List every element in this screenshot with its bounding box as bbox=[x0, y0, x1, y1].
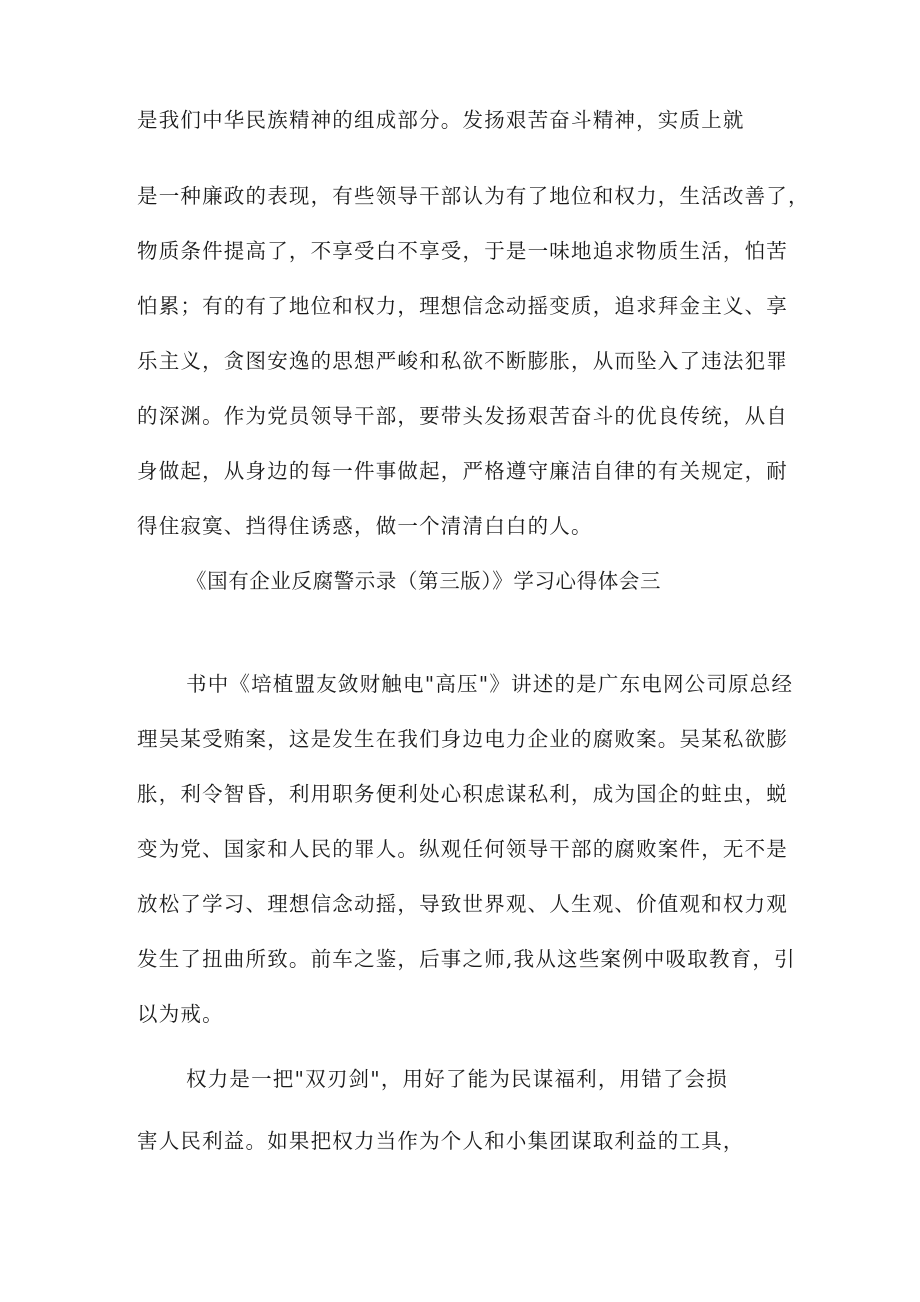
paragraph-2-line-5: 放松了学习、理想信念动摇，导致世界观、人生观、价值观和权力观 bbox=[137, 892, 788, 916]
paragraph-1-line-3: 物质条件提高了，不享受白不享受，于是一味地追求物质生活，怕苦 bbox=[137, 239, 788, 263]
paragraph-1-line-6: 的深渊。作为党员领导干部，要带头发扬艰苦奋斗的优良传统，从自 bbox=[137, 404, 788, 428]
paragraph-1-line-1: 是我们中华民族精神的组成部分。发扬艰苦奋斗精神，实质上就 bbox=[137, 108, 745, 132]
paragraph-1-line-5: 乐主义，贪图安逸的思想严峻和私欲不断膨胀，从而坠入了违法犯罪 bbox=[137, 349, 788, 373]
paragraph-1-line-7: 身做起，从身边的每一件事做起，严格遵守廉洁自律的有关规定，耐 bbox=[137, 459, 788, 483]
section-heading: 《国有企业反腐警示录（第三版）》学习心得体会三 bbox=[186, 569, 662, 593]
paragraph-2-line-6: 发生了扭曲所致。前车之鉴，后事之师,我从这些案例中吸取教育，引 bbox=[137, 947, 796, 971]
paragraph-2-line-7: 以为戒。 bbox=[137, 1002, 224, 1026]
paragraph-2-line-1: 书中《培植盟友敛财触电"高压"》讲述的是广东电网公司原总经 bbox=[186, 672, 794, 696]
paragraph-1-line-2: 是一种廉政的表现，有些领导干部认为有了地位和权力，生活改善了， bbox=[137, 184, 810, 208]
paragraph-1-line-4: 怕累；有的有了地位和权力，理想信念动摇变质，追求拜金主义、享 bbox=[137, 294, 788, 318]
paragraph-1-line-8: 得住寂寞、挡得住诱惑，做一个清清白白的人。 bbox=[137, 514, 593, 538]
paragraph-2-line-2: 理吴某受贿案，这是发生在我们身边电力企业的腐败案。吴某私欲膨 bbox=[137, 727, 788, 751]
paragraph-2-line-4: 变为党、国家和人民的罪人。纵观任何领导干部的腐败案件，无不是 bbox=[137, 837, 788, 861]
paragraph-3-line-2: 害人民利益。如果把权力当作为个人和小集团谋取利益的工具， bbox=[137, 1129, 745, 1153]
paragraph-2-line-3: 胀，利令智昏，利用职务便利处心积虑谋私利，成为国企的蛀虫，蜕 bbox=[137, 782, 788, 806]
paragraph-3-line-1: 权力是一把"双刃剑"，用好了能为民谋福利，用错了会损 bbox=[186, 1067, 729, 1091]
